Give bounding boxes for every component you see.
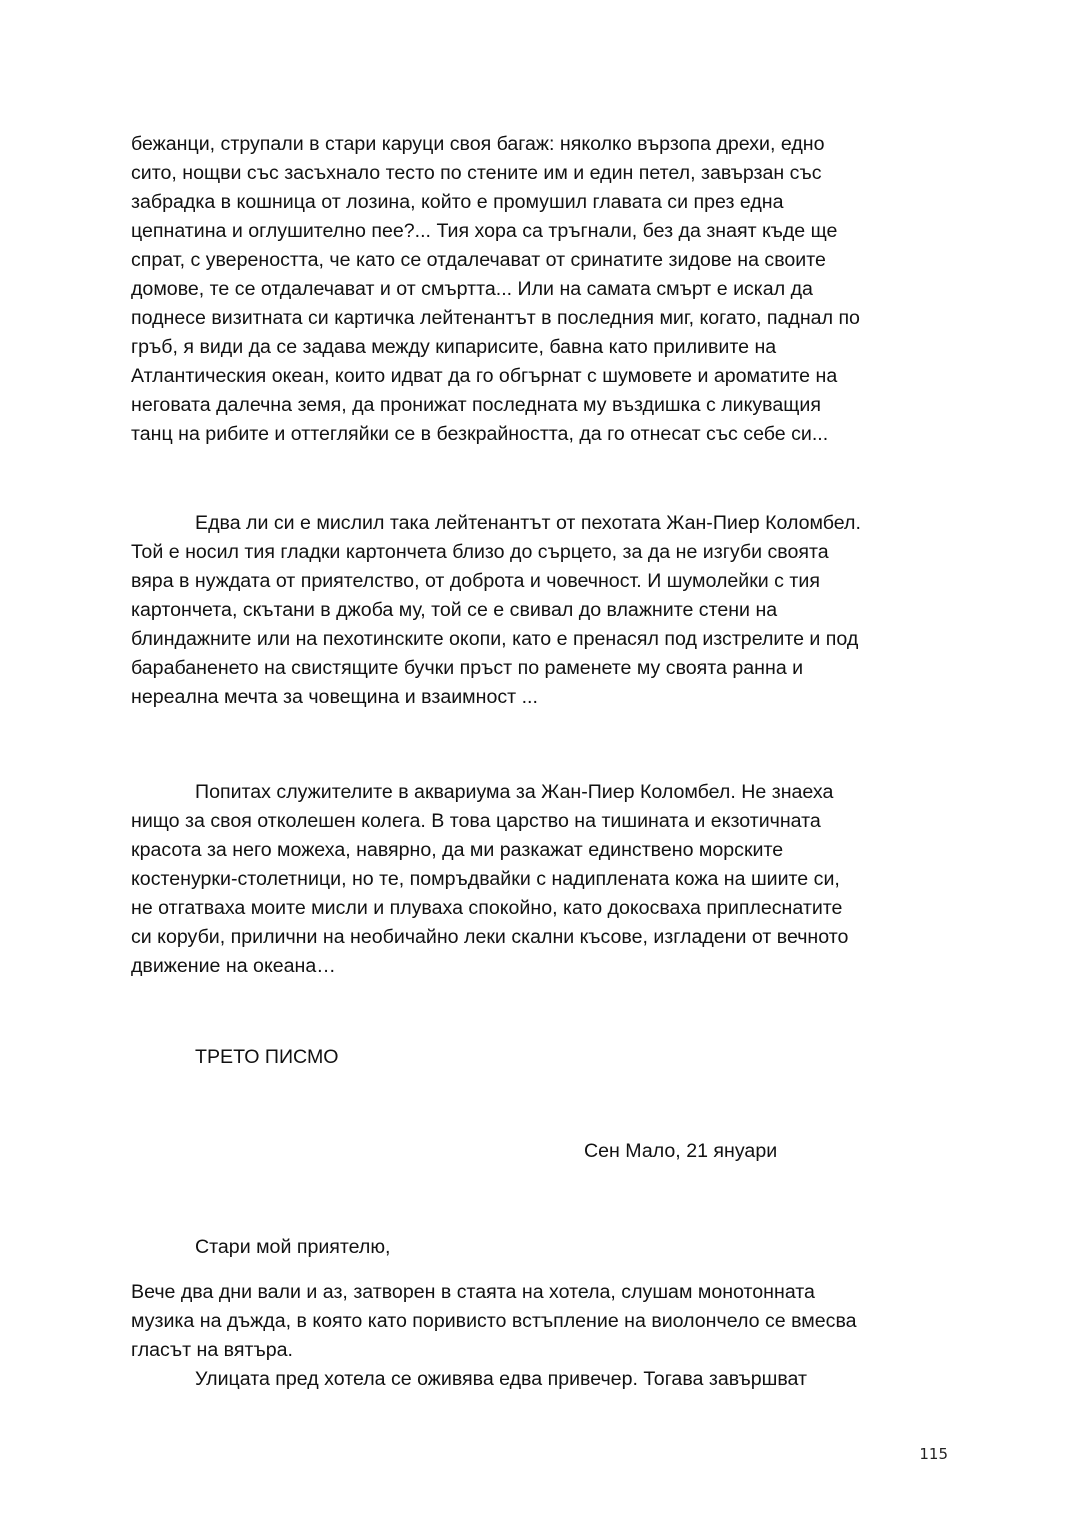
letter-salutation: Стари мой приятелю,: [195, 1236, 391, 1258]
page-number: 115: [919, 1445, 948, 1463]
paragraph-street: Улицата пред хотела се оживява едва привечер. Тогава завършват: [195, 1368, 807, 1390]
letter-dateline: Сен Мало, 21 януари: [584, 1140, 778, 1162]
paragraph-aquarium: Попитах служителите в аквариума за Жан-Пиер Коломбел. Не знаеха нищо за своя отколешен колега. В това царство на тишината и екзотичната красота за него можеха, навярно, да ми разкажат единствено морските костенурки-столетници, но те, помръдвайки с надиплената кожа на шиите си, не отгатваха моите мисли и плуваха спокойно, като докосваха приплеснатите си коруби, прилични на необичайно леки скални късове, изгладени от вечното движение на океана…: [131, 781, 849, 977]
letter-heading: ТРЕТО ПИСМО: [195, 1046, 339, 1068]
paragraph-refugees: бежанци, струпали в стари каруци своя багаж: няколко вързопа дрехи, едно сито, нощви със засъхнало тесто по стените им и един петел, завързан със забрадка в кошница от лозина, който е промушил главата си през една цепнатина и оглушително пее?... Тия хора са тръгнали, без да знаят къде ще спрат, с увереността, че като се отдалечават от сринатите зидове на своите домове, те се отдалечават и от смъртта... Или на самата смърт е искал да поднесе визитната си картичка лейтенантът в последния миг, когато, паднал по гръб, я види да се задава между кипарисите, бавна като приливите на Атлантическия океан, които идват да го обгърнат с шумовете и ароматите на неговата далечна земя, да пронижат последната му въздишка с ликуващия танц на рибите и оттегляйки се в безкрайността, да го отнесат със себе си...: [131, 133, 860, 445]
paragraph-rain: Вече два дни вали и аз, затворен в стаята на хотела, слушам монотонната музика на дъжда, в която като поривисто встъпление на виолончело се вмесва гласът на вятъра.: [131, 1281, 857, 1361]
paragraph-lieutenant: Едва ли си е мислил така лейтенантът от пехотата Жан-Пиер Коломбел. Той е носил тия гладки картончета близо до сърцето, за да не изгуби своята вяра в нуждата от приятелство, от доброта и човечност. И шумолейки с тия картончета, скътани в джоба му, той се е свивал до влажните стени на блиндажните или на пехотинските окопи, като е пренасял под изстрелите и под барабаненето на свистящите бучки пръст по раменете му своята ранна и нереална мечта за човещина и взаимност ...: [131, 512, 861, 708]
